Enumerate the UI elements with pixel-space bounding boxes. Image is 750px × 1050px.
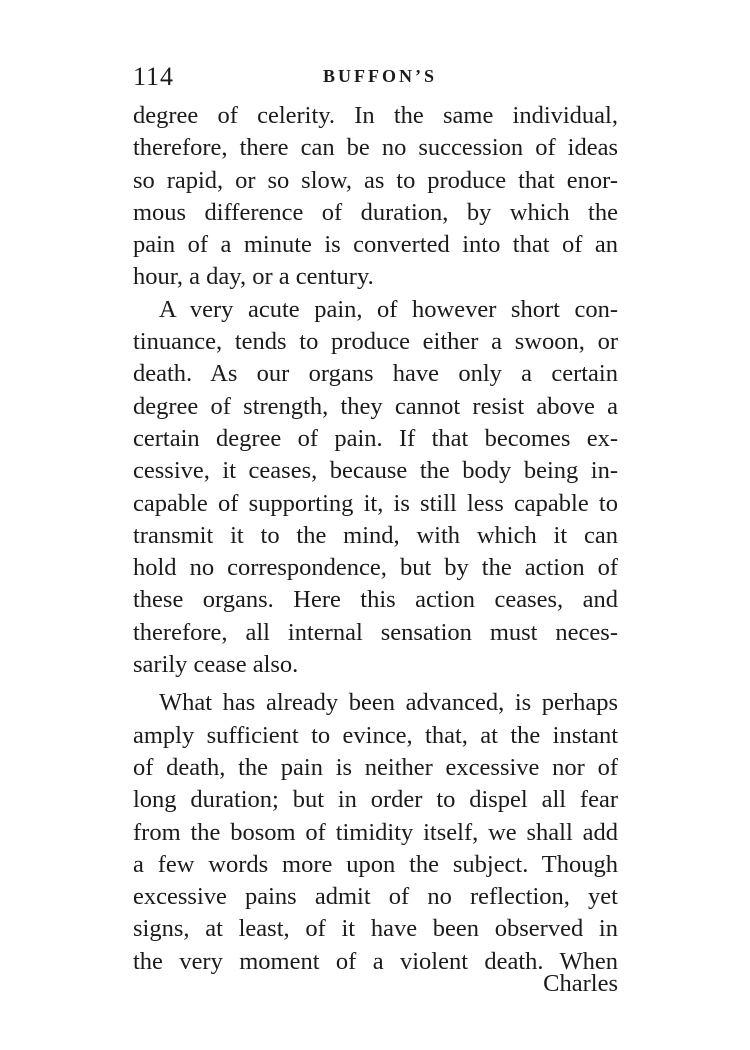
- text-line: tinuance, tends to produce either a swoon, or: [133, 328, 618, 356]
- page-number: 114: [133, 62, 175, 91]
- text-line: hour, a day, or a century.: [133, 263, 374, 291]
- text-line: therefore, there can be no succession of ideas: [133, 134, 618, 162]
- text-line: cessive, it ceases, because the body being in-: [133, 457, 618, 485]
- text-line: certain degree of pain. If that becomes ex-: [133, 424, 618, 452]
- text-line: from the bosom of timidity itself, we shall add: [133, 818, 618, 846]
- body-text: [133, 100, 618, 978]
- text-line: What has already been advanced, is perhaps: [159, 689, 618, 717]
- text-line: sarily cease also.: [133, 651, 299, 679]
- text-line: excessive pains admit of no reflection, yet: [133, 883, 618, 911]
- text-line: therefore, all internal sensation must neces-: [133, 618, 618, 646]
- text-line: signs, at least, of it have been observed in: [133, 915, 618, 943]
- running-title: BUFFON’S: [323, 66, 437, 86]
- text-line: the very moment of a violent death. When: [133, 947, 618, 975]
- text-line: so rapid, or so slow, as to produce that enor-: [133, 166, 618, 194]
- text-line: hold no correspondence, but by the action of: [133, 554, 618, 582]
- text-line: of death, the pain is neither excessive nor of: [133, 753, 618, 781]
- text-line: a few words more upon the subject. Though: [133, 850, 618, 878]
- text-line: long duration; but in order to dispel all fear: [133, 786, 618, 814]
- text-line: A very acute pain, of however short con-: [159, 295, 618, 323]
- text-line: degree of strength, they cannot resist above a: [133, 392, 618, 420]
- text-line: death. As our organs have only a certain: [133, 360, 618, 388]
- text-line: capable of supporting it, is still less capable to: [133, 489, 618, 517]
- paragraph-2: [133, 294, 618, 682]
- text-line: pain of a minute is converted into that of an: [133, 231, 618, 259]
- text-line: transmit it to the mind, with which it can: [133, 521, 618, 549]
- running-head: [133, 62, 623, 98]
- text-line: degree of celerity. In the same individual,: [133, 102, 618, 129]
- catchword: Charles: [543, 970, 618, 997]
- paragraph-1: [133, 100, 618, 294]
- paragraph-3: [133, 687, 618, 978]
- text-line: amply sufficient to evince, that, at the instant: [133, 721, 618, 749]
- text-line: mous difference of duration, by which the: [133, 198, 618, 226]
- text-line: these organs. Here this action ceases, and: [133, 586, 618, 614]
